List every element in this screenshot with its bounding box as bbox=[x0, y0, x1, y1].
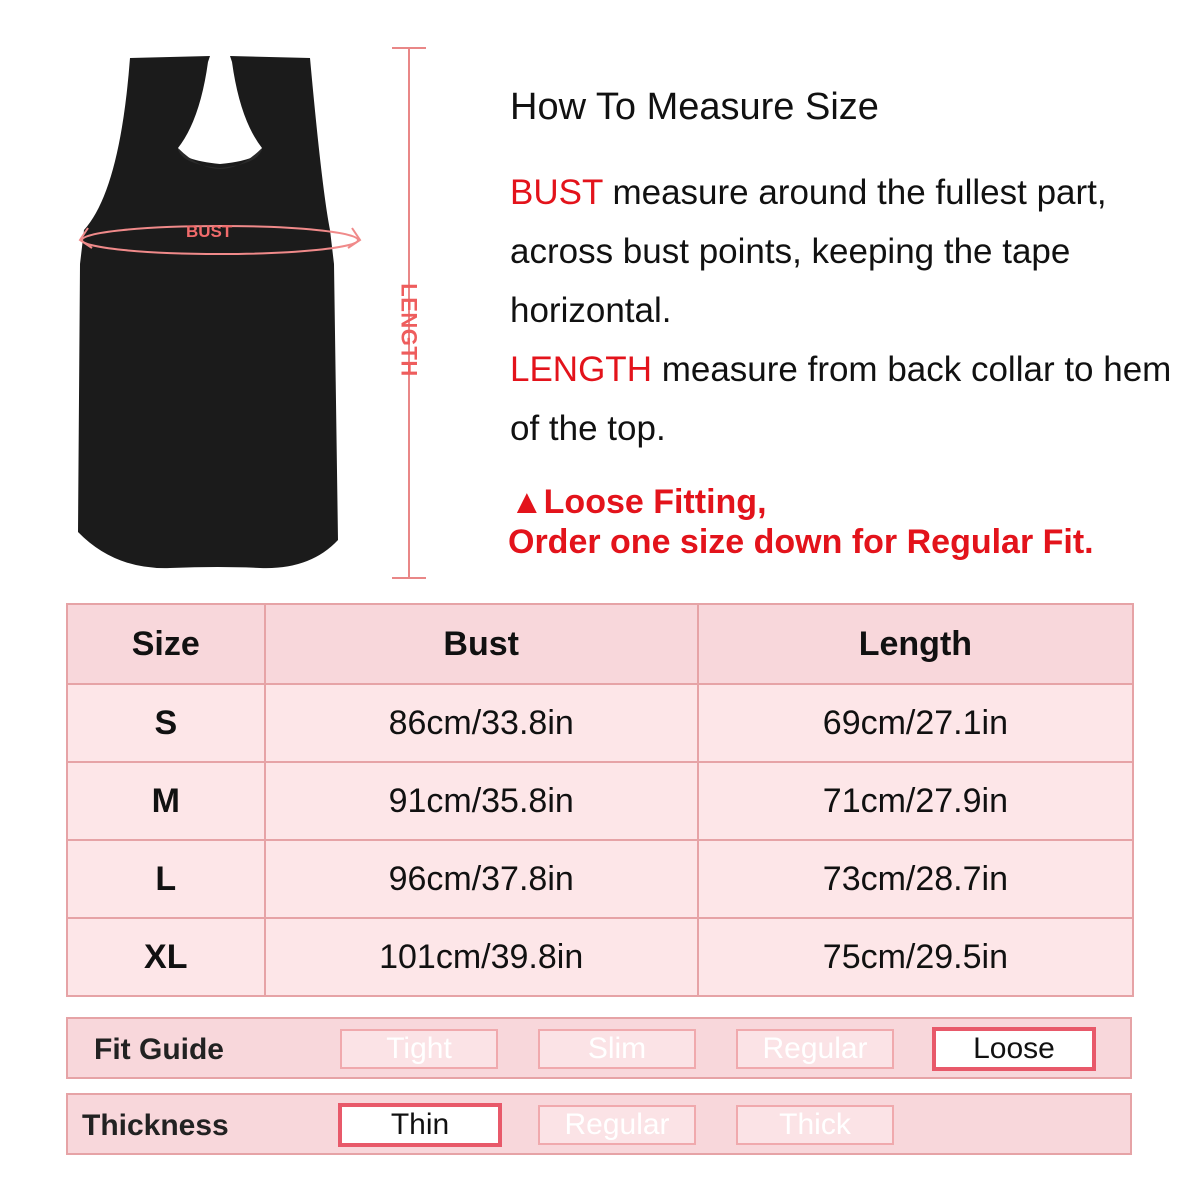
fit-guide-label: Fit Guide bbox=[94, 1033, 224, 1066]
fit-option-regular: Regular bbox=[736, 1029, 894, 1069]
table-header-row bbox=[67, 604, 1133, 684]
length-description bbox=[510, 340, 1190, 458]
thickness-option-regular: Regular bbox=[538, 1105, 696, 1145]
length-label-text: LENGTH bbox=[397, 283, 423, 377]
tank-top-illustration bbox=[60, 40, 380, 590]
fit-guide-band bbox=[66, 1017, 1132, 1079]
length-bottom-cap bbox=[392, 577, 426, 579]
size-cell: XL bbox=[67, 918, 265, 996]
bust-label: BUST bbox=[186, 222, 233, 241]
table-row bbox=[67, 840, 1133, 918]
length-label bbox=[384, 270, 434, 390]
table-row bbox=[67, 918, 1133, 996]
thickness-band bbox=[66, 1093, 1132, 1155]
fit-note-line2: Order one size down for Regular Fit. bbox=[508, 523, 1094, 561]
bust-description-text: measure around the fullest part, across bust points, keeping the tape horizontal. bbox=[510, 173, 1107, 330]
thickness-label: Thickness bbox=[82, 1109, 229, 1142]
length-cell: 73cm/28.7in bbox=[698, 840, 1133, 918]
thickness-option-thin-selected: Thin bbox=[338, 1103, 502, 1147]
size-cell: S bbox=[67, 684, 265, 762]
size-cell: L bbox=[67, 840, 265, 918]
bust-cell: 96cm/37.8in bbox=[265, 840, 698, 918]
bust-cell: 91cm/35.8in bbox=[265, 762, 698, 840]
header-length: Length bbox=[698, 604, 1133, 684]
size-cell: M bbox=[67, 762, 265, 840]
bust-cell: 86cm/33.8in bbox=[265, 684, 698, 762]
fit-option-slim: Slim bbox=[538, 1029, 696, 1069]
length-description-text: measure from back collar to hem of the top. bbox=[510, 350, 1172, 448]
table-row bbox=[67, 684, 1133, 762]
length-keyword: LENGTH bbox=[510, 350, 652, 389]
length-cell: 69cm/27.1in bbox=[698, 684, 1133, 762]
tank-top-body bbox=[78, 56, 338, 568]
bust-description bbox=[510, 163, 1190, 340]
length-cell: 71cm/27.9in bbox=[698, 762, 1133, 840]
bust-keyword: BUST bbox=[510, 173, 603, 212]
length-cell: 75cm/29.5in bbox=[698, 918, 1133, 996]
fit-note-line1: ▲Loose Fitting, bbox=[510, 483, 767, 521]
header-bust: Bust bbox=[265, 604, 698, 684]
fit-option-tight: Tight bbox=[340, 1029, 498, 1069]
thickness-option-thick: Thick bbox=[736, 1105, 894, 1145]
guide-title: How To Measure Size bbox=[510, 86, 879, 128]
header-size: Size bbox=[67, 604, 265, 684]
length-top-cap bbox=[392, 47, 426, 49]
fit-option-loose-selected: Loose bbox=[932, 1027, 1096, 1071]
size-chart-table bbox=[66, 603, 1134, 997]
bust-cell: 101cm/39.8in bbox=[265, 918, 698, 996]
table-row bbox=[67, 762, 1133, 840]
